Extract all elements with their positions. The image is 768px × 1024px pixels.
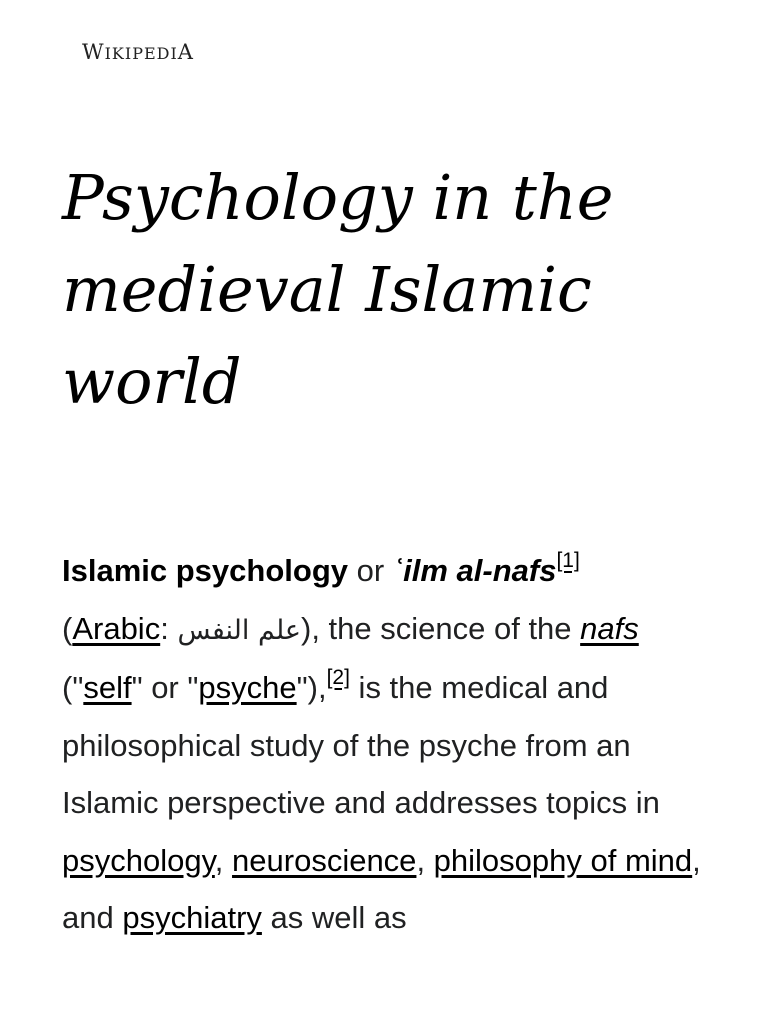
bold-term: Islamic psychology — [62, 553, 348, 588]
wordmark-edi: EDI — [143, 44, 178, 63]
wordmark-w: W — [82, 40, 105, 64]
text-or-quote: " or " — [131, 670, 199, 705]
wordmark-a: A — [177, 40, 194, 64]
italic-term: ʿilm al-nafs — [392, 553, 557, 588]
text-open-paren: ( — [62, 610, 73, 646]
psyche-link[interactable]: psyche — [198, 670, 297, 705]
text-colon: : — [160, 610, 178, 646]
text-or: or — [348, 553, 393, 588]
self-link[interactable]: self — [83, 670, 132, 705]
page-title-line-1: Psychology in the — [62, 161, 614, 234]
wordmark-p: P — [132, 44, 144, 63]
neuroscience-link[interactable]: neuroscience — [232, 842, 417, 878]
page-title — [62, 152, 702, 428]
wikipedia-wordmark[interactable] — [82, 40, 194, 64]
text-tail: as well as — [261, 900, 407, 935]
reference-1-link[interactable]: [1] — [556, 548, 580, 572]
page-title-line-3: world — [62, 345, 242, 418]
reference-2-link[interactable]: [2] — [326, 665, 350, 689]
wordmark-iki: IKI — [104, 44, 133, 63]
nafs-link[interactable]: nafs — [580, 610, 639, 646]
psychology-link[interactable]: psychology — [62, 842, 215, 878]
arabic-text: علم النفس — [177, 614, 301, 646]
page-title-line-2: medieval Islamic — [62, 253, 592, 326]
lead-paragraph — [62, 542, 712, 947]
text-close-quote: "), — [296, 670, 327, 705]
arabic-link[interactable]: Arabic — [72, 610, 161, 646]
philosophy-of-mind-link[interactable]: philosophy of mind — [433, 842, 693, 878]
text-open-quote: (" — [62, 670, 84, 705]
lead-body-text: is the medical and philosophical study of the psyche from an Islamic perspective and addresses topics in — [62, 670, 660, 820]
text-after-arabic: ), the science of the — [301, 610, 581, 646]
text-comma-1: , — [214, 842, 233, 878]
text-comma-2: , — [416, 842, 434, 878]
psychiatry-link[interactable]: psychiatry — [122, 900, 262, 935]
text-and: , and — [62, 842, 701, 935]
